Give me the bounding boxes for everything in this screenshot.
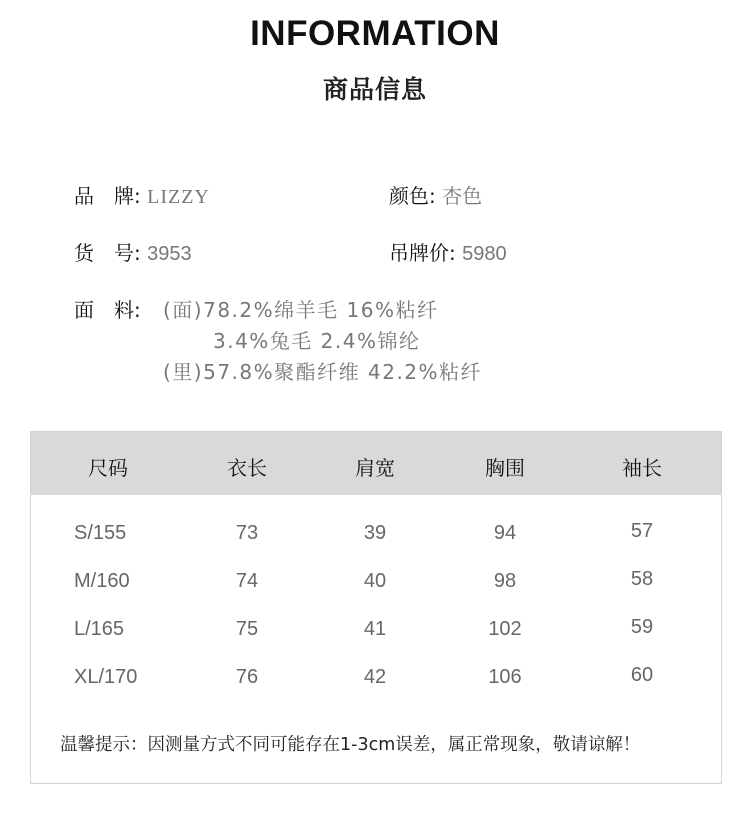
cell-length: 75 [235,618,259,640]
color-row [389,180,482,209]
cell-length: 73 [235,522,259,544]
brand-label: 品 牌: [74,184,141,208]
cell-size: S/155 [74,522,127,544]
sku-row [74,237,192,266]
cell-size: M/160 [74,570,130,592]
price-label: 吊牌价: [389,241,456,265]
header-length: 衣长 [227,456,267,480]
brand-row [74,180,210,209]
cell-sleeve: 57 [630,520,654,542]
cell-length: 76 [235,666,259,688]
cell-sleeve: 59 [630,616,654,638]
fabric-line-1: (面)78.2%绵羊毛 16%粘纤 [163,298,439,322]
page-title: INFORMATION [250,14,500,53]
cell-sleeve: 58 [630,568,654,590]
header-shoulder: 肩宽 [355,456,395,480]
cell-length: 74 [235,570,259,592]
cell-sleeve: 60 [630,664,654,686]
cell-shoulder: 41 [363,618,387,640]
fabric-line-2: 3.4%兔毛 2.4%锦纶 [213,329,421,353]
price-value: 5980 [462,243,507,265]
sku-value: 3953 [147,243,192,265]
fabric-row [74,294,141,323]
color-value: 杏色 [442,184,483,208]
header-sleeve: 袖长 [622,456,662,480]
brand-value: LIZZY [147,186,210,208]
cell-chest: 94 [493,522,517,544]
sku-label: 货 号: [74,241,141,265]
fabric-line-3: (里)57.8%聚酯纤维 42.2%粘纤 [163,360,483,384]
cell-chest: 98 [493,570,517,592]
measurement-note: 温馨提示：因测量方式不同可能存在1-3cm误差，属正常现象，敬请谅解！ [60,735,641,755]
cell-chest: 106 [488,666,522,688]
cell-size: L/165 [74,618,125,640]
fabric-label: 面 料: [74,298,141,322]
color-label: 颜色: [389,184,436,208]
cell-shoulder: 40 [363,570,387,592]
page-subtitle: 商品信息 [322,75,427,104]
price-row [389,237,507,266]
cell-shoulder: 39 [363,522,387,544]
cell-chest: 102 [488,618,522,640]
size-table-header [31,432,721,495]
cell-size: XL/170 [74,666,138,688]
header-chest: 胸围 [485,456,525,480]
cell-shoulder: 42 [363,666,387,688]
header-size: 尺码 [88,456,128,480]
